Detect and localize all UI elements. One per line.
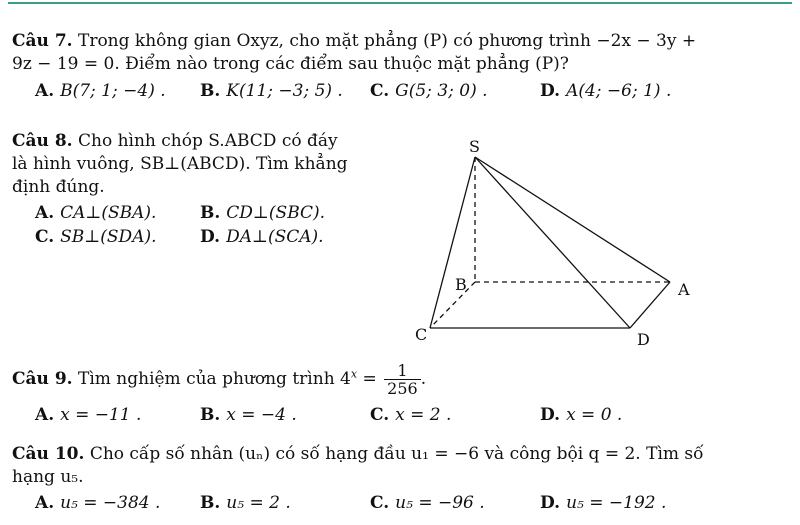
- q9-option-d-text: x = 0 .: [566, 405, 623, 425]
- q7-option-a-text: B(7; 1; −4) .: [60, 81, 166, 101]
- q8-option-c: [35, 226, 157, 248]
- q10-option-c: [370, 492, 485, 514]
- q10-option-b-text: u₅ = 2 .: [226, 493, 291, 513]
- q9-option-b: [200, 404, 297, 426]
- question-10-label: Câu 10.: [12, 444, 85, 464]
- q7-option-b-key: B.: [200, 81, 221, 101]
- q9-option-b-key: B.: [200, 405, 221, 425]
- q8-option-d-key: D.: [200, 227, 221, 247]
- question-7-line2-row: [12, 53, 569, 76]
- question-7-line2: 9z − 19 = 0. Điểm nào trong các điểm sau thuộc mặt phẳng (P)?: [12, 54, 569, 74]
- q7-option-c-key: C.: [370, 81, 390, 101]
- question-9-end: .: [420, 369, 427, 389]
- q7-option-b: [200, 80, 343, 102]
- q9-option-a-key: A.: [35, 405, 55, 425]
- vertex-label-d: D: [637, 330, 650, 349]
- question-9: [12, 362, 426, 397]
- q8-option-c-text: SB⊥(SDA).: [60, 227, 157, 247]
- fraction-numerator: 1: [384, 362, 421, 380]
- vertex-label-a: A: [678, 280, 690, 299]
- q8-option-a-key: A.: [35, 203, 55, 223]
- question-10: [12, 443, 704, 466]
- question-10-line2-row: [12, 466, 84, 489]
- q10-option-d-text: u₅ = −192 .: [566, 493, 667, 513]
- q7-option-d: [540, 80, 671, 102]
- q7-option-a: [35, 80, 166, 102]
- q10-option-a-key: A.: [35, 493, 55, 513]
- q8-option-b: [200, 202, 325, 224]
- q8-option-a: [35, 202, 156, 224]
- vertex-label-c: C: [415, 325, 428, 344]
- q8-option-b-key: B.: [200, 203, 221, 223]
- edge-da: [630, 282, 670, 328]
- q9-option-c-text: x = 2 .: [395, 405, 452, 425]
- question-8-line2: là hình vuông, SB⊥(ABCD). Tìm khẳng: [12, 154, 348, 174]
- q8-option-a-text: CA⊥(SBA).: [60, 203, 157, 223]
- question-8-label: Câu 8.: [12, 131, 73, 151]
- q7-option-b-text: K(11; −3; 5) .: [226, 81, 343, 101]
- pyramid-figure: [415, 140, 725, 350]
- question-9-label: Câu 9.: [12, 369, 73, 389]
- question-7: [12, 30, 696, 53]
- question-9-text: Tìm nghiệm của phương trình 4: [77, 369, 351, 389]
- q9-option-c-key: C.: [370, 405, 390, 425]
- q8-option-b-text: CD⊥(SBC).: [226, 203, 326, 223]
- q7-option-d-key: D.: [540, 81, 561, 101]
- edge-sa: [475, 157, 670, 282]
- q9-option-a-text: x = −11 .: [60, 405, 142, 425]
- question-8-line3-row: [12, 176, 105, 199]
- q7-option-d-text: A(4; −6; 1) .: [566, 81, 672, 101]
- question-8-line1: Cho hình chóp S.ABCD có đáy: [77, 131, 338, 151]
- q8-option-d: [200, 226, 324, 248]
- q10-option-a-text: u₅ = −384 .: [60, 493, 161, 513]
- q10-option-d: [540, 492, 666, 514]
- vertex-label-s: S: [469, 140, 480, 156]
- question-7-label: Câu 7.: [12, 31, 73, 51]
- question-10-line1: Cho cấp số nhân (uₙ) có số hạng đầu u₁ = −6 và công bội q = 2. Tìm số: [89, 444, 704, 464]
- q7-option-c: [370, 80, 488, 102]
- edge-sc: [430, 157, 475, 328]
- q10-option-b-key: B.: [200, 493, 221, 513]
- q10-option-c-text: u₅ = −96 .: [395, 493, 485, 513]
- q8-option-d-text: DA⊥(SCA).: [226, 227, 324, 247]
- question-8-line2-row: [12, 153, 348, 176]
- q10-option-c-key: C.: [370, 493, 390, 513]
- q9-option-c: [370, 404, 451, 426]
- fraction-denominator: 256: [387, 379, 418, 398]
- q10-option-d-key: D.: [540, 493, 561, 513]
- q9-option-a: [35, 404, 141, 426]
- vertex-label-b: B: [455, 275, 467, 294]
- question-9-fraction: [384, 362, 421, 397]
- edge-sd: [475, 157, 630, 328]
- q9-option-d: [540, 404, 622, 426]
- edge-bc-hidden: [430, 282, 475, 328]
- q7-option-a-key: A.: [35, 81, 55, 101]
- question-7-line1: Trong không gian Oxyz, cho mặt phẳng (P) có phương trình −2x − 3y +: [77, 31, 697, 51]
- question-9-equals: =: [357, 369, 383, 389]
- q10-option-a: [35, 492, 160, 514]
- q8-option-c-key: C.: [35, 227, 55, 247]
- q9-option-d-key: D.: [540, 405, 561, 425]
- header-rule: [8, 2, 792, 4]
- question-9-exponent: x: [350, 367, 358, 381]
- q7-option-c-text: G(5; 3; 0) .: [395, 81, 488, 101]
- question-8: [12, 130, 338, 153]
- q9-option-b-text: x = −4 .: [226, 405, 297, 425]
- question-10-line2: hạng u₅.: [12, 467, 84, 487]
- q10-option-b: [200, 492, 291, 514]
- question-8-line3: định đúng.: [12, 177, 105, 197]
